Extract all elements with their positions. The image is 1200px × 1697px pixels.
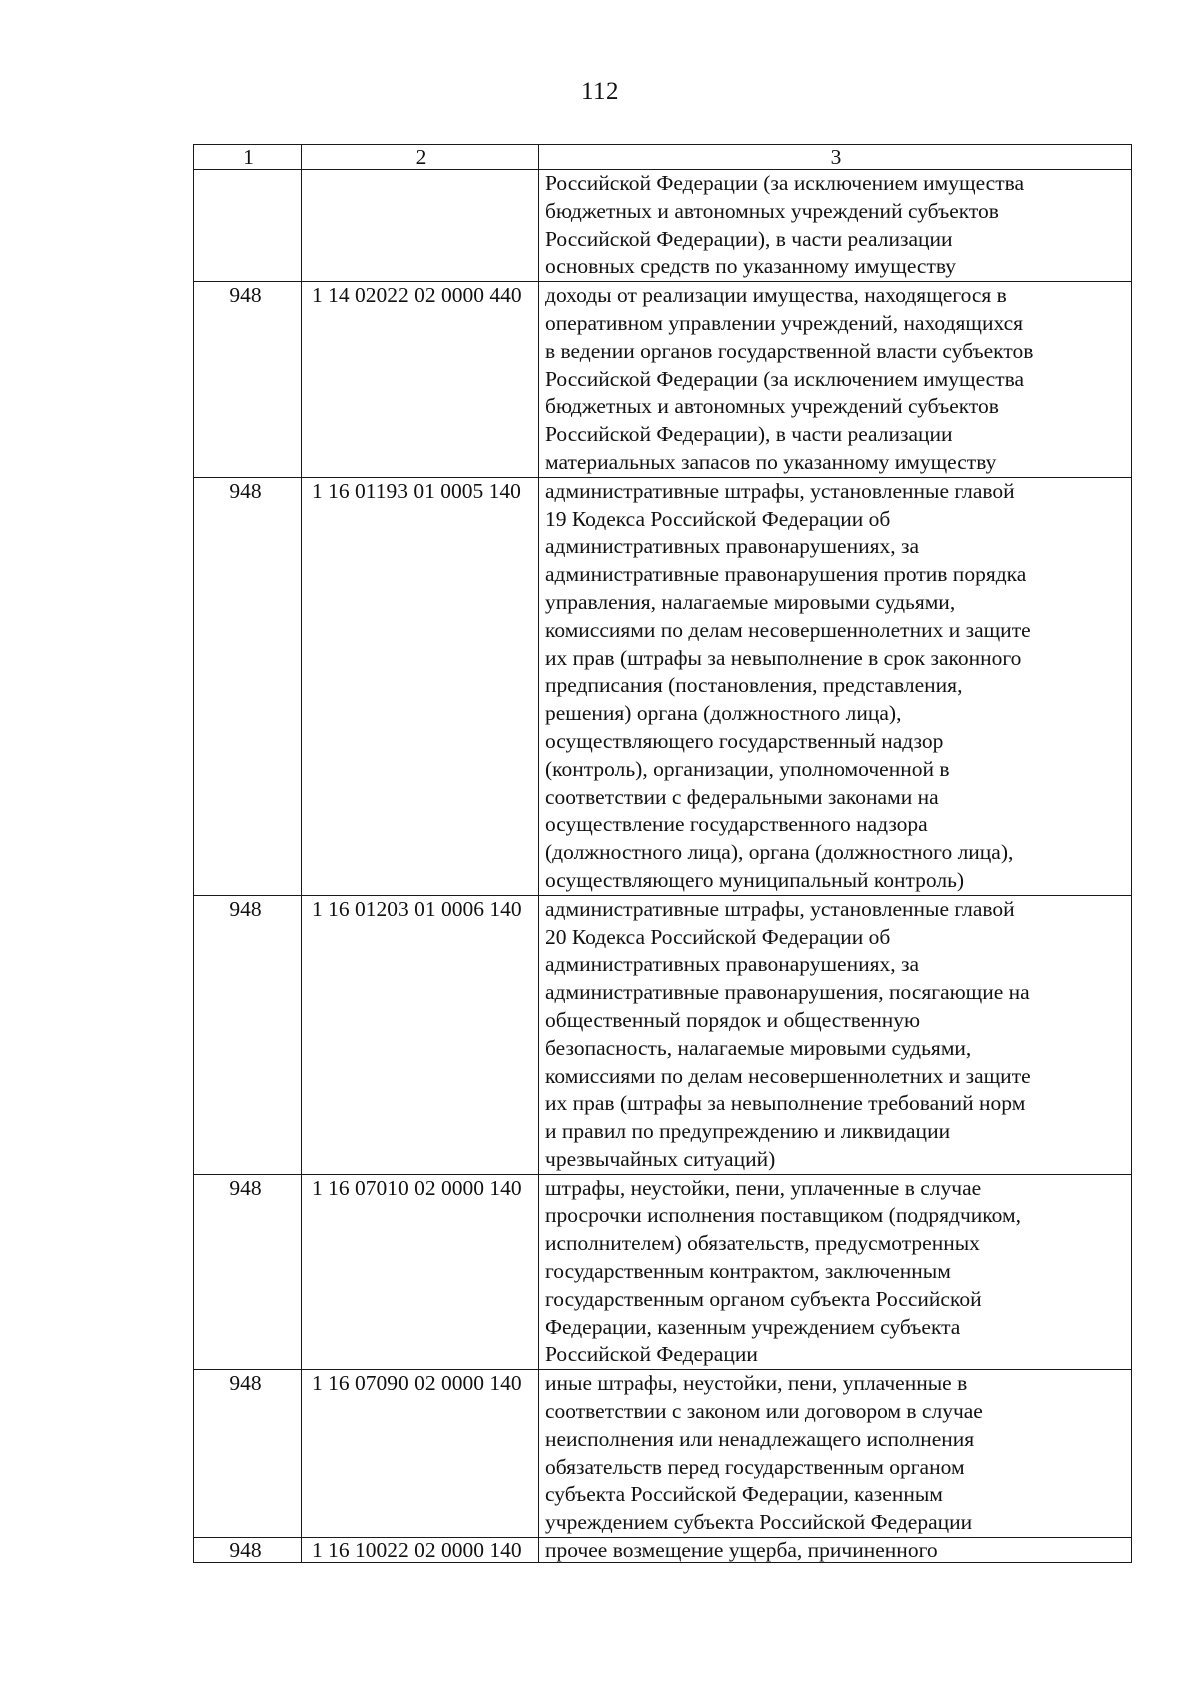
admin-code-cell: 948 [194, 282, 302, 478]
table-row [194, 1538, 1132, 1563]
revenue-code-cell: 1 16 01193 01 0005 140 [302, 477, 539, 895]
table-row [194, 477, 1132, 895]
admin-code-cell: 948 [194, 1370, 302, 1538]
description-cell: прочее возмещение ущерба, причиненного [539, 1538, 1132, 1563]
description-cell: доходы от реализации имущества, находящегося в оперативном управлении учреждений, находящихся в ведении органов государственной власти субъектов Российской Федерации (за исключением имущества бюджетных и автономных учреждений субъектов Российской Федерации), в части реализации материальных запасов по указанному имуществу [539, 282, 1132, 478]
table-header-row [194, 145, 1132, 170]
admin-code-cell: 948 [194, 1538, 302, 1563]
revenue-code-cell: 1 14 02022 02 0000 440 [302, 282, 539, 478]
header-col-2: 2 [302, 145, 539, 170]
description-cell: иные штрафы, неустойки, пени, уплаченные в соответствии с законом или договором в случае неисполнения или ненадлежащего исполнения обязательств перед государственным органом субъекта Российской Федерации, казенным учреждением субъекта Российской Федерации [539, 1370, 1132, 1538]
description-cell: Российской Федерации (за исключением имущества бюджетных и автономных учреждений субъектов Российской Федерации), в части реализации основных средств по указанному имуществу [539, 170, 1132, 282]
description-cell: штрафы, неустойки, пени, уплаченные в случае просрочки исполнения поставщиком (подрядчиком, исполнителем) обязательств, предусмотренных государственным контрактом, заключенным государственным органом субъекта Российской Федерации, казенным учреждением субъекта Российской Федерации [539, 1174, 1132, 1370]
table-row [194, 1370, 1132, 1538]
revenue-codes-table [193, 144, 1132, 1563]
table-row [194, 895, 1132, 1174]
revenue-code-cell: 1 16 07010 02 0000 140 [302, 1174, 539, 1370]
table-row [194, 1174, 1132, 1370]
revenue-code-cell: 1 16 10022 02 0000 140 [302, 1538, 539, 1563]
revenue-code-cell [302, 170, 539, 282]
revenue-code-cell: 1 16 07090 02 0000 140 [302, 1370, 539, 1538]
revenue-code-cell: 1 16 01203 01 0006 140 [302, 895, 539, 1174]
admin-code-cell: 948 [194, 895, 302, 1174]
header-col-1: 1 [194, 145, 302, 170]
table-row [194, 282, 1132, 478]
description-cell: административные штрафы, установленные главой 20 Кодекса Российской Федерации об административных правонарушениях, за административные правонарушения, посягающие на общественный порядок и общественную безопасность, налагаемые мировыми судьями, комиссиями по делам несовершеннолетних и защите их прав (штрафы за невыполнение требований норм и правил по предупреждению и ликвидации чрезвычайных ситуаций) [539, 895, 1132, 1174]
description-cell: административные штрафы, установленные главой 19 Кодекса Российской Федерации об административных правонарушениях, за административные правонарушения против порядка управления, налагаемые мировыми судьями, комиссиями по делам несовершеннолетних и защите их прав (штрафы за невыполнение в срок законного предписания (постановления, представления, решения) органа (должностного лица), осуществляющего государственный надзор (контроль), организации, уполномоченной в соответствии с федеральными законами на осуществление государственного надзора (должностного лица), органа (должностного лица), осуществляющего муниципальный контроль) [539, 477, 1132, 895]
table-row [194, 170, 1132, 282]
admin-code-cell: 948 [194, 1174, 302, 1370]
page-number: 112 [580, 78, 620, 105]
header-col-3: 3 [539, 145, 1132, 170]
admin-code-cell: 948 [194, 477, 302, 895]
admin-code-cell [194, 170, 302, 282]
